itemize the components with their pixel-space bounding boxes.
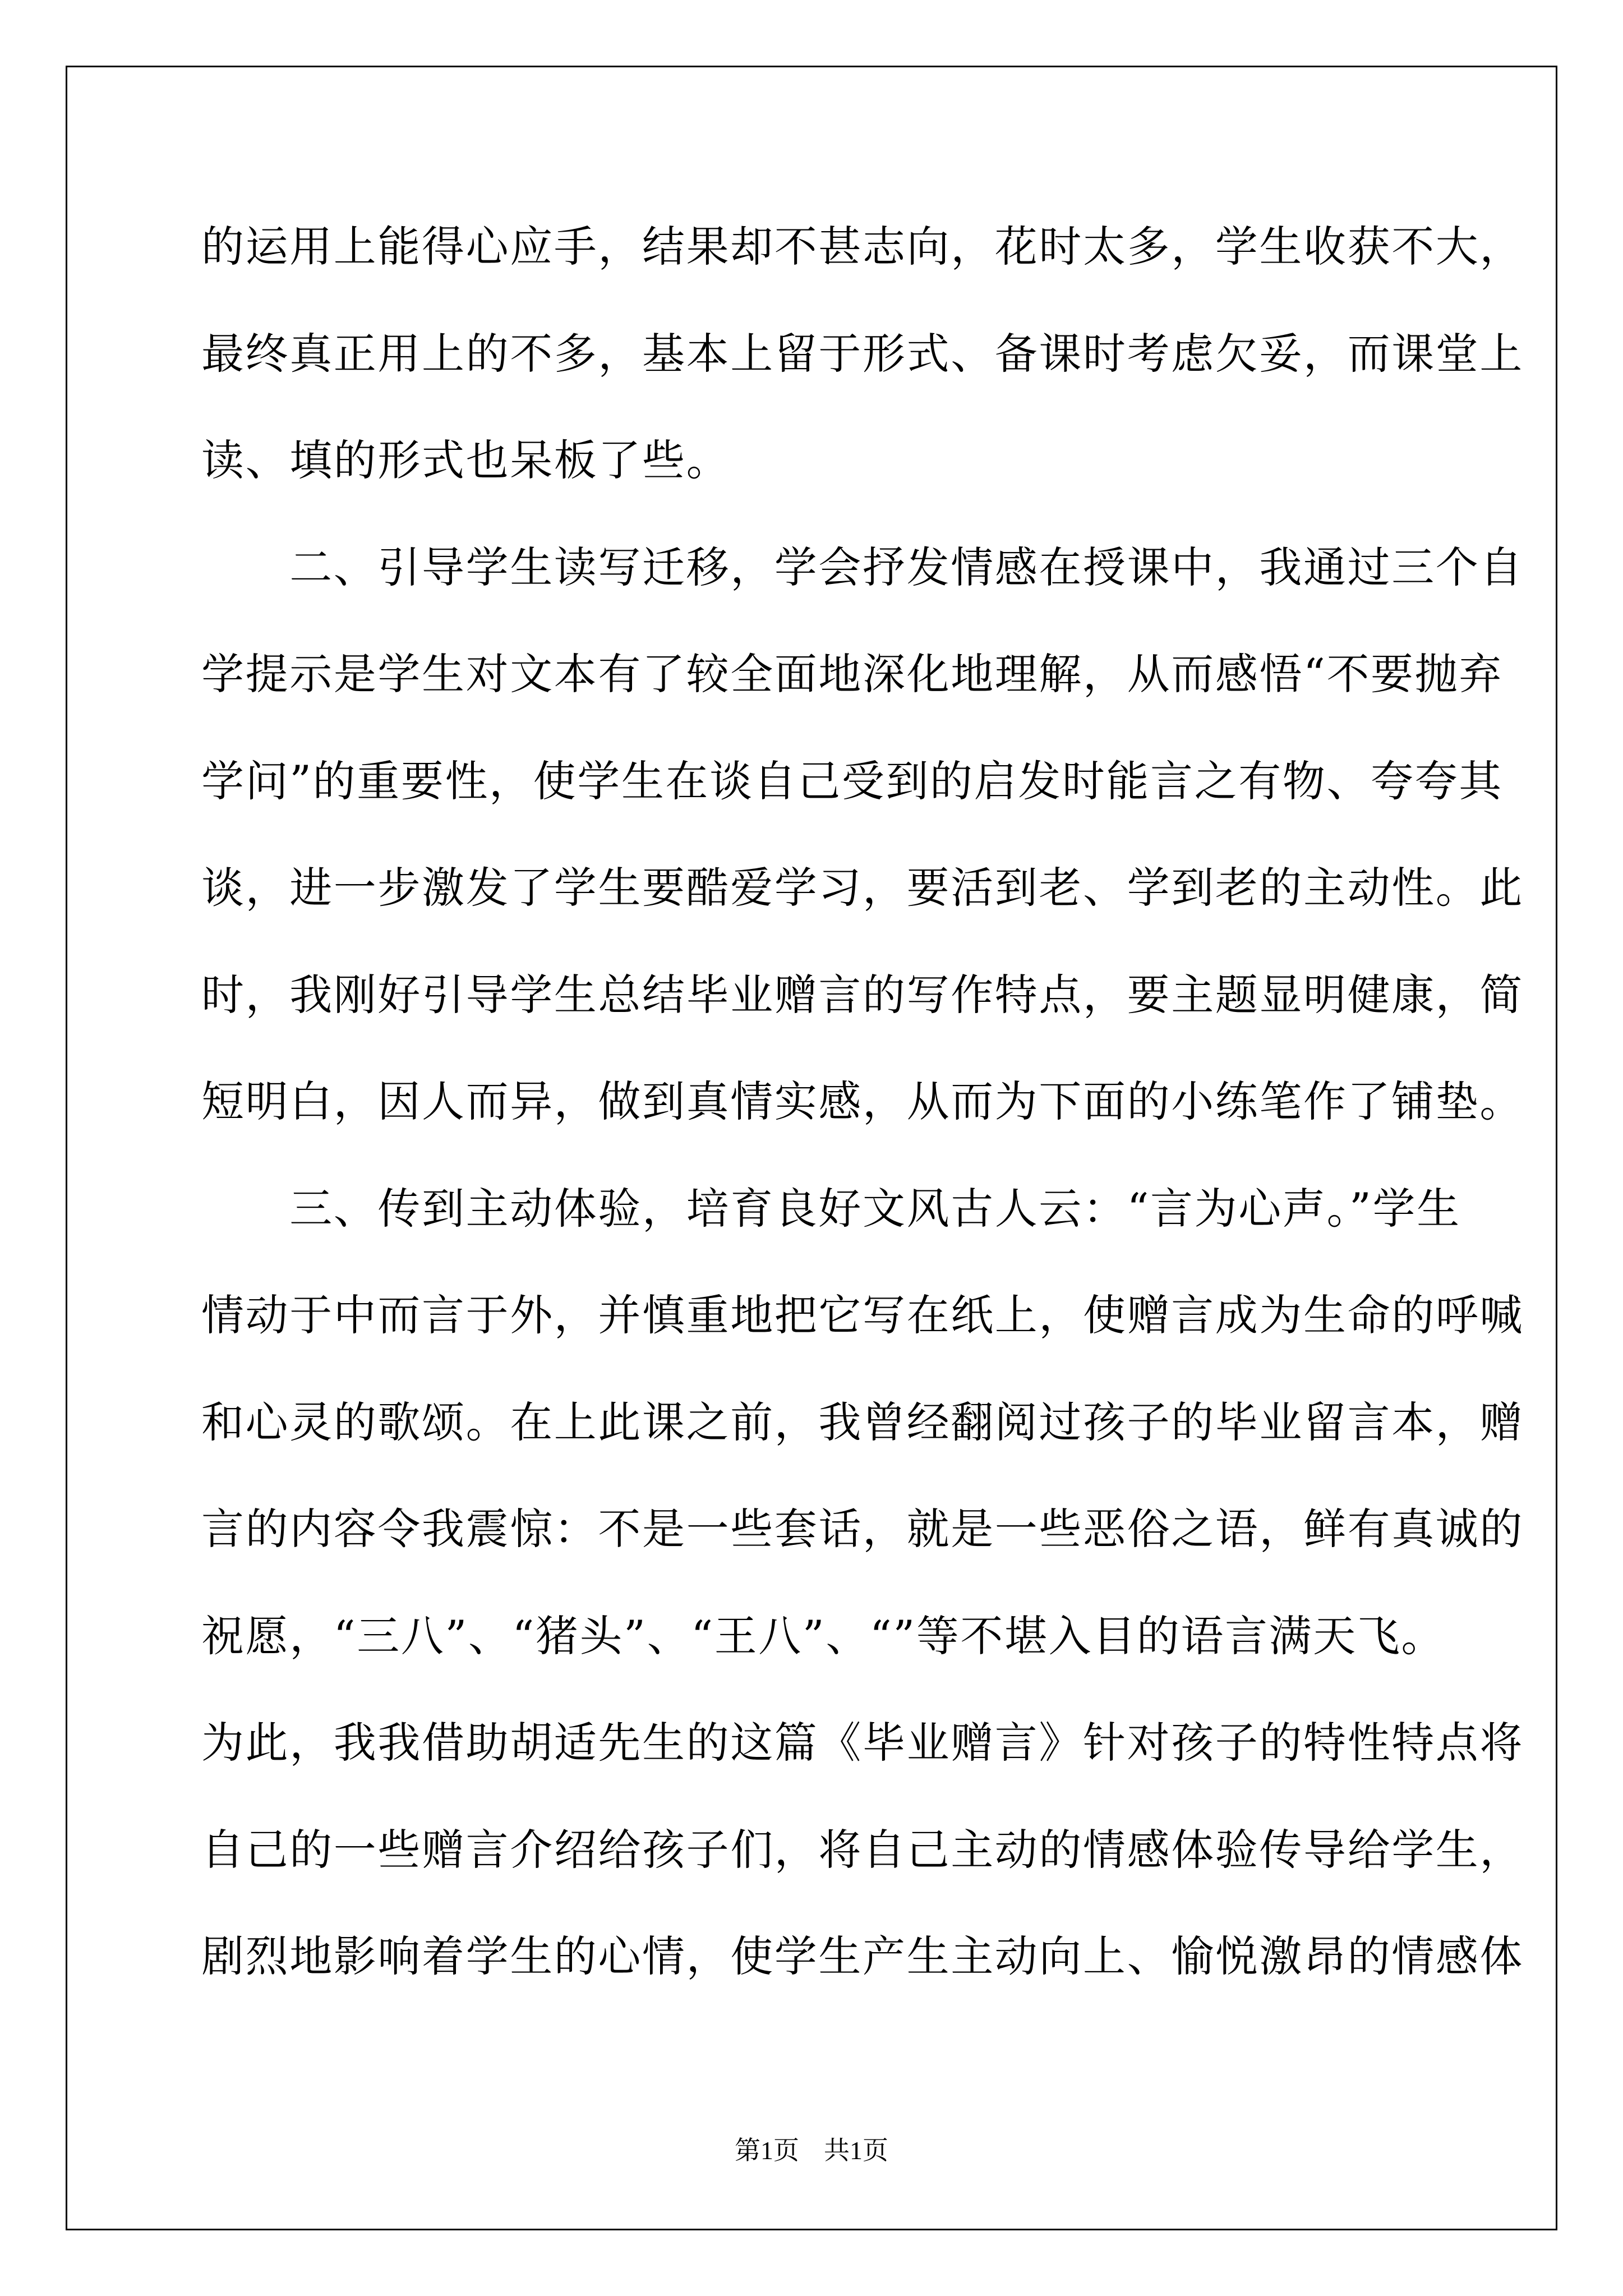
body-line-13: 言的内容令我震惊：不是一些套话，就是一些恶俗之语，鲜有真诚的: [201, 1504, 1524, 1554]
body-line-4: 二、引导学生读写迁移，学会抒发情感在授课中，我通过三个自: [201, 542, 1524, 592]
body-line-1: 的运用上能得心应手，结果却不甚志向，花时太多，学生收获不大，: [201, 222, 1524, 272]
body-line-2: 最终真正用上的不多，基本上留于形式、备课时考虑欠妥，而课堂上: [201, 329, 1524, 379]
body-line-5: 学提示是学生对文本有了较全面地深化地理解，从而感悟“不要抛弃: [201, 649, 1503, 699]
page-number: 第1页: [735, 2136, 799, 2165]
body-line-12: 和心灵的歌颂。在上此课之前，我曾经翻阅过孩子的毕业留言本，赠: [201, 1397, 1524, 1447]
body-line-14: 祝愿，“三八”、“猪头”、“王八”、“”等不堪入目的语言满天飞。: [201, 1611, 1446, 1661]
body-line-8: 时，我刚好引导学生总结毕业赠言的写作特点，要主题显明健康，简: [201, 970, 1524, 1020]
body-line-7: 谈，进一步激发了学生要酷爱学习，要活到老、学到老的主动性。此: [201, 863, 1524, 913]
body-line-15: 为此，我我借助胡适先生的这篇《毕业赠言》针对孩子的特性特点将: [201, 1718, 1524, 1768]
body-line-17: 剧烈地影响着学生的心情，使学生产生主动向上、愉悦激昂的情感体: [201, 1931, 1524, 1981]
page-border: [66, 66, 1557, 2230]
body-line-6: 学问”的重要性，使学生在谈自己受到的启发时能言之有物、夸夸其: [201, 756, 1503, 806]
body-line-9: 短明白，因人而异，做到真情实感，从而为下面的小练笔作了铺垫。: [201, 1076, 1524, 1126]
page-footer: [0, 2134, 1623, 2168]
body-line-11: 情动于中而言于外，并慎重地把它写在纸上，使赠言成为生命的呼喊: [201, 1290, 1524, 1340]
page-total: 共1页: [824, 2136, 888, 2165]
body-line-10: 三、传到主动体验，培育良好文风古人云：“言为心声。”学生: [201, 1184, 1461, 1234]
body-line-3: 读、填的形式也呆板了些。: [201, 435, 731, 485]
body-line-16: 自己的一些赠言介绍给孩子们，将自己主动的情感体验传导给学生，: [201, 1825, 1524, 1875]
